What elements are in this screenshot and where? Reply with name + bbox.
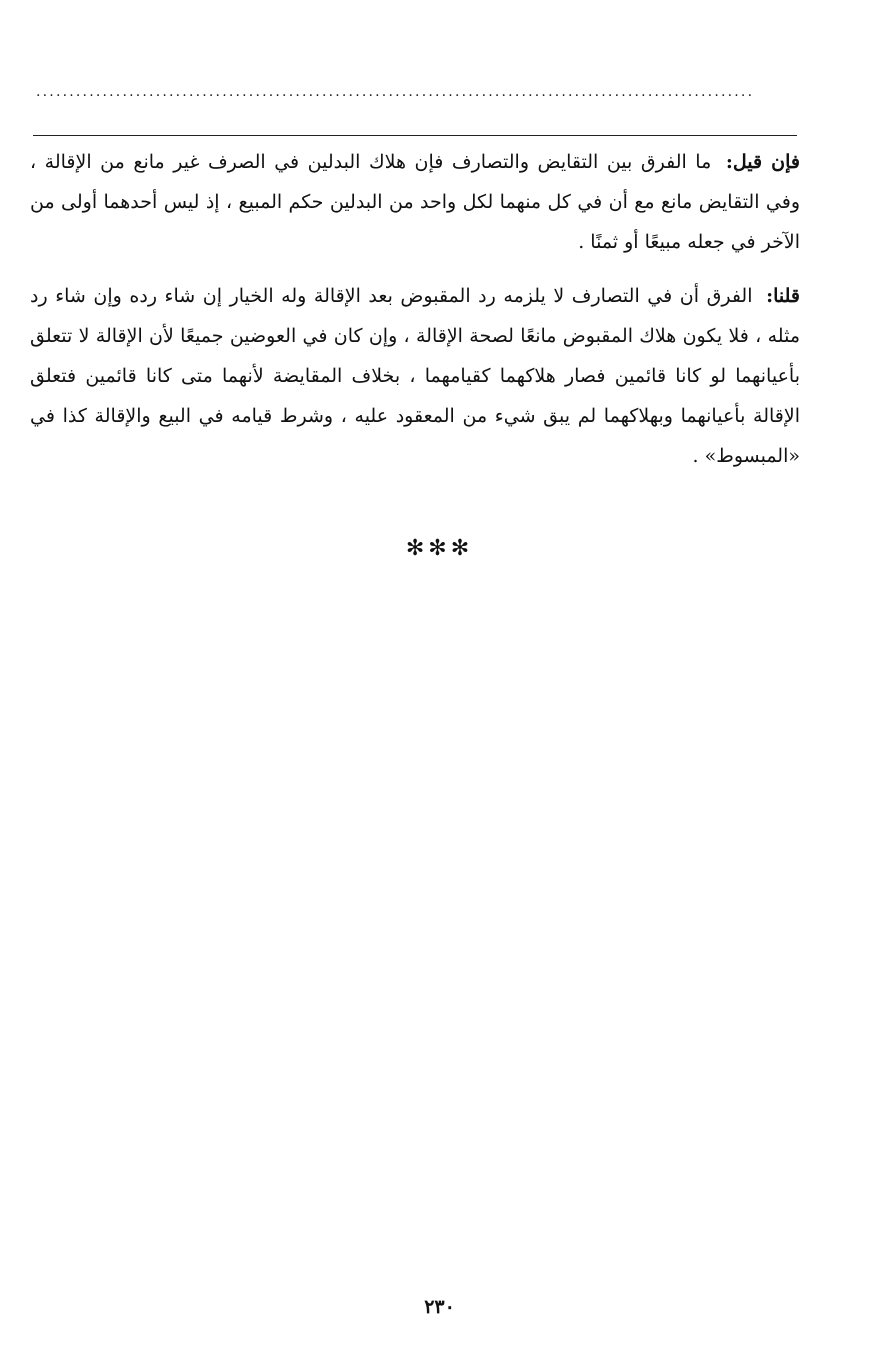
paragraph-answer [30, 276, 800, 476]
main-text [30, 142, 800, 476]
paragraph-body: ما الفرق بين التقايض والتصارف فإن هلاك البدلين في الصرف غير مانع من الإقالة ، وفي التقايض مانع مع أن في كل منهما لكل واحد من البدلين حكم المبيع ، إذ ليس أحدهما أولى من الآخر في جعله مبيعًا أو ثمنًا . [30, 151, 800, 253]
paragraph-body: الفرق أن في التصارف لا يلزمه رد المقبوض بعد الإقالة وله الخيار إن شاء رده وإن شاء رد مثله ، فلا يكون هلاك المقبوض مانعًا لصحة الإقالة ، وإن كان في العوضين جميعًا لأن الإقالة لا تتعلق بأعيانهما لو كانا قائمين فصار هلاكهما كقيامهما ، بخلاف المقايضة لأنهما متى كانا قائمين فتعلق الإقالة بأعيانهما وبهلاكهما لم يبق شيء من المعقود عليه ، وشرط قيامه في البيع والإقالة كذا في «المبسوط» . [30, 285, 800, 467]
header-rule [33, 135, 797, 136]
paragraph-lead: قلنا: [766, 285, 800, 307]
paragraph-question [30, 142, 800, 262]
paragraph-lead: فإن قيل: [725, 151, 800, 173]
section-separator: ✻✻✻ [405, 536, 474, 561]
header-dotted-line: ............................................................................................................ [36, 84, 755, 100]
page-number: ٢٣٠ [424, 1296, 455, 1318]
